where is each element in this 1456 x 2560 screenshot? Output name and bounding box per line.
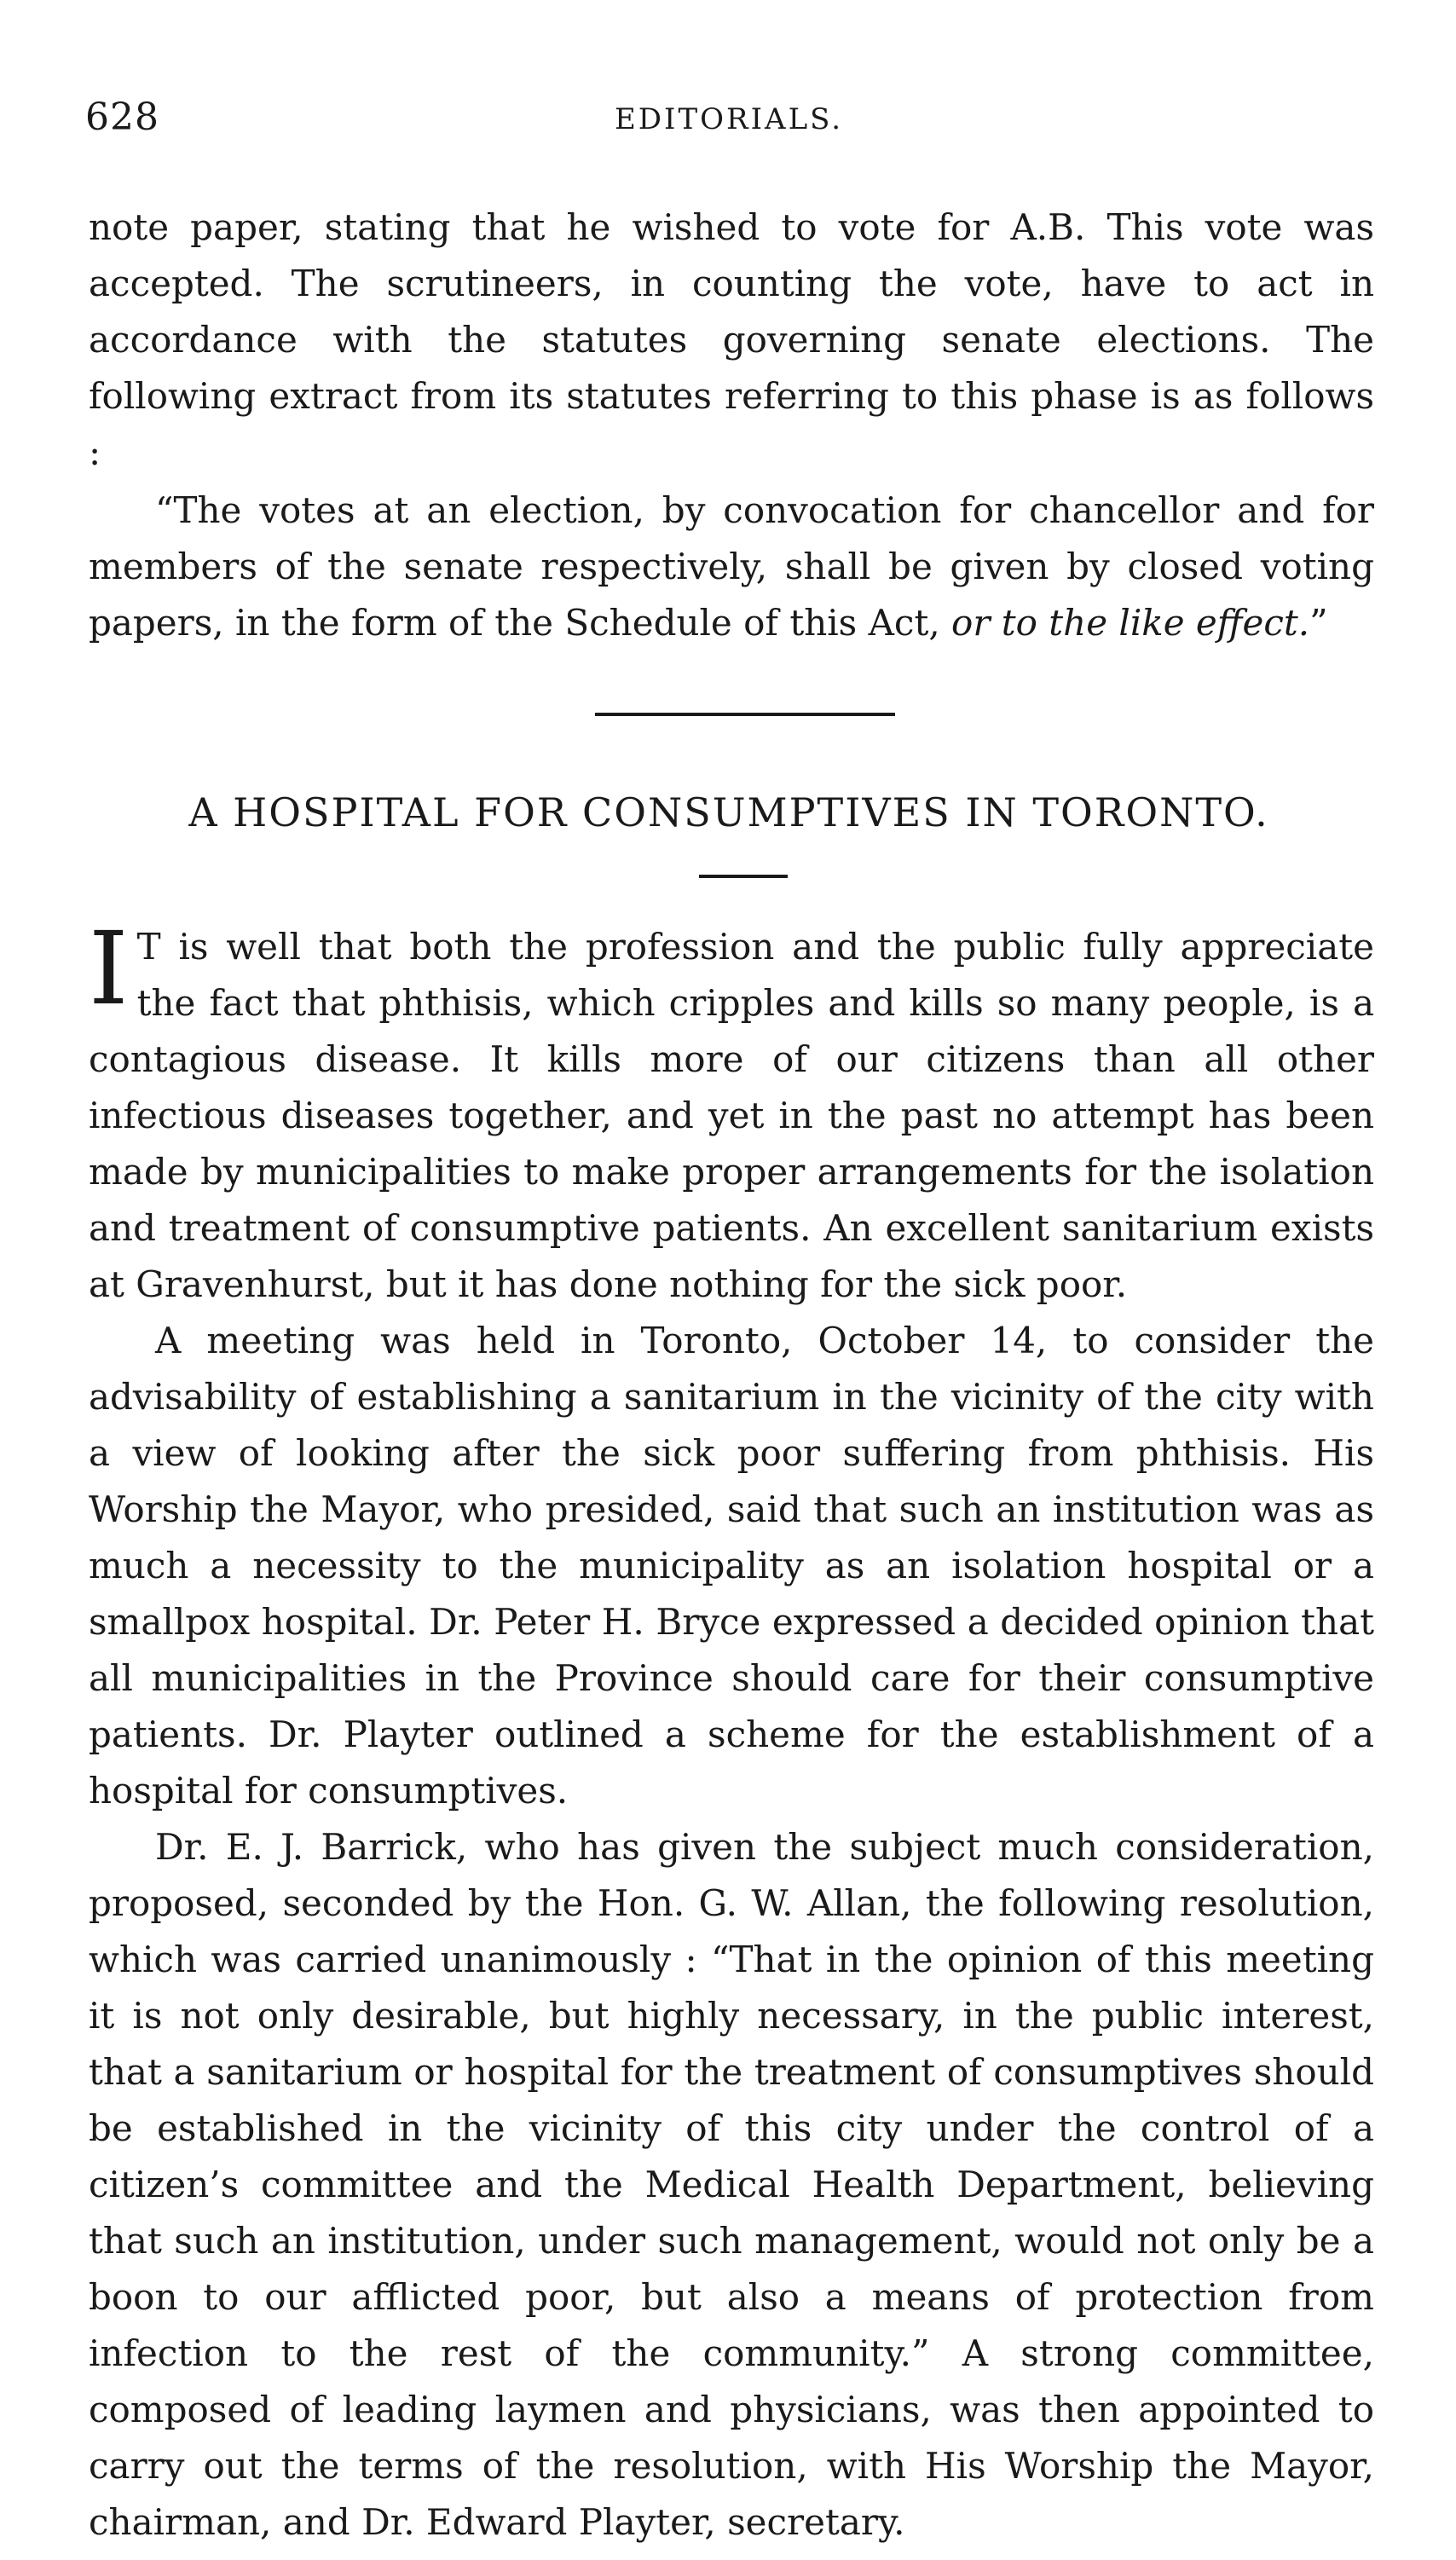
article-paragraph-1 [89,910,1374,1313]
intro-paragraph: note paper, stating that he wished to vote for A.B. This vote was accepted. The scrutineers, in counting the vote, have to act in accordance with the statutes governing senate elections. The following extract from its statutes referring to this phase is as follows : [89,206,1374,473]
drop-cap: I [89,910,129,1027]
page-header [85,95,1372,147]
article-paragraph-1-text: T is well that both the profession and the public fully appreciate the fact that phthisis, which cripples and kills so many people, is a contagious disease. It kills more of our citizens than all other infectious diseases together, and yet in the past no attempt has been made by municipalities to make proper arrangements for the isolation and treatment of consumptive patients. An excellent sanitarium exists at Gravenhurst, but it has done nothing for the sick poor. [89,926,1374,1305]
intro-section [89,199,1374,481]
quote-text: “The votes at an election, by convocation for chancellor and for members of the senate respectively, shall be given by closed voting papers, in the form of the Schedule of this Act, [89,489,1374,644]
quote-closing: ” [1309,602,1328,644]
article-paragraph-2: A meeting was held in Toronto, October 14, to consider the advisability of establishing a sanitarium in the vicinity of the city with a view of looking after the sick poor suffering from phthisis. His Worship the Mayor, who presided, said that such an institution was as much a necessity to the municipality as an isolation hospital or a smallpox hospital. Dr. Peter H. Bryce expressed a decided opinion that all municipalities in the Province should care for their consumptive patients. Dr. Playter outlined a scheme for the establishment of a hospital for consumptives. [89,1320,1374,1812]
running-head: EDITORIALS. [614,102,844,136]
quote-emphasis: or to the like effect. [951,602,1310,644]
section-title: A HOSPITAL FOR CONSUMPTIVES IN TORONTO. [188,789,1269,835]
article-body [89,910,1374,2551]
statute-quote [89,483,1374,651]
page-number: 628 [85,95,159,139]
section-divider-top [595,713,895,716]
section-divider-bottom [699,875,788,878]
quote-paragraph [89,483,1374,651]
article-paragraph-3: Dr. E. J. Barrick, who has given the subject much consideration, proposed, seconded by the Hon. G. W. Allan, the following resolution, which was carried unanimously : “That in the opinion of this meeting it is not only desirable, but highly necessary, in the public interest, that a sanitarium or hospital for the treatment of consumptives should be established in the vicinity of this city under the control of a citizen’s committee and the Medical Health Department, believing that such an institution, under such management, would not only be a boon to our afflicted poor, but also a means of protection from infection to the rest of the community.” A strong committee, composed of leading laymen and physicians, was then appointed to carry out the terms of the resolution, with His Worship the Mayor, chairman, and Dr. Edward Playter, secretary. [89,1826,1374,2543]
